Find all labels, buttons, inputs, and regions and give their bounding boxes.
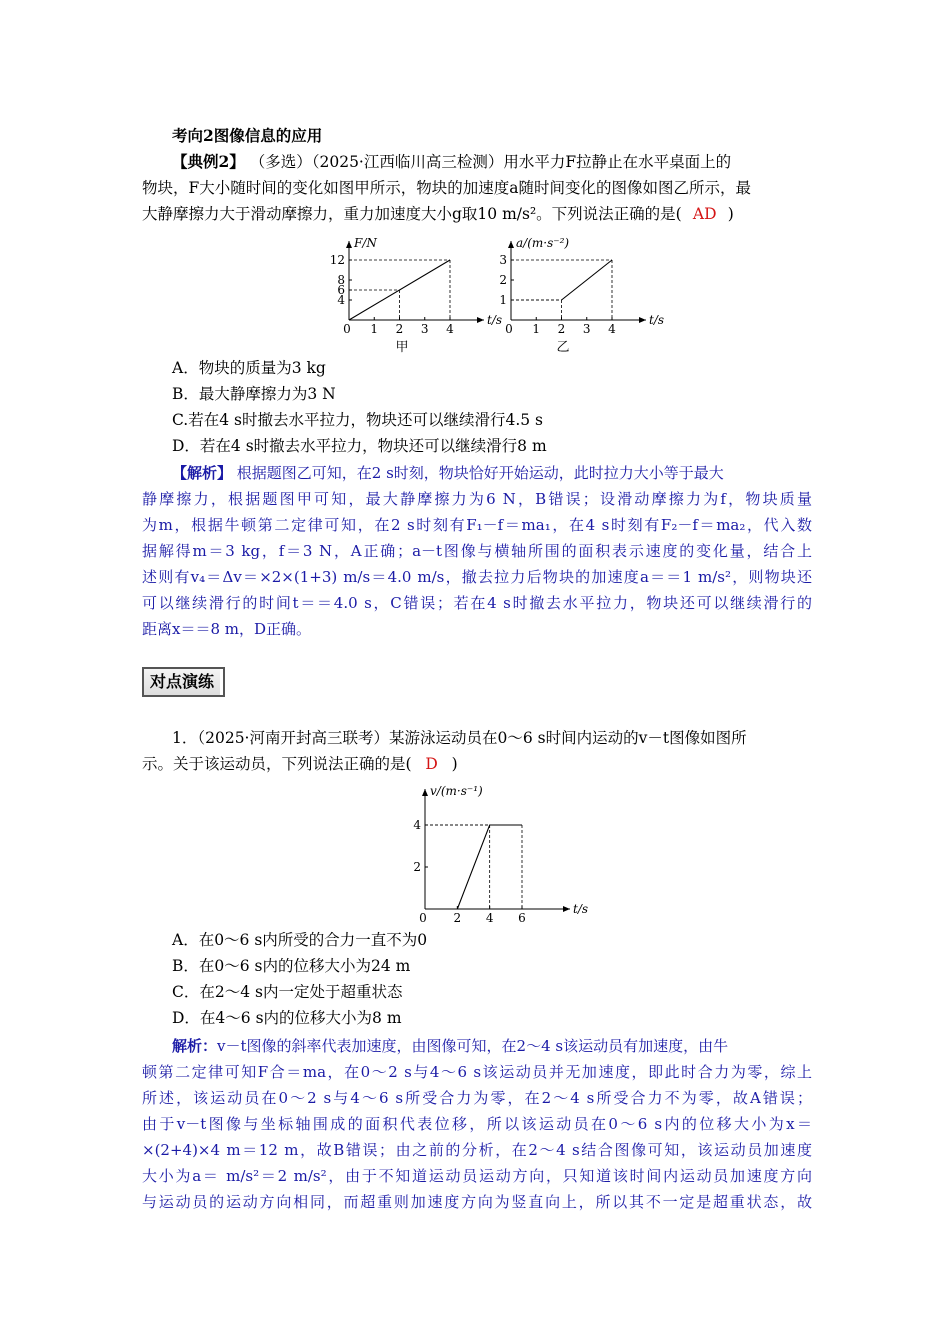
chart-1-x-arrow <box>639 317 646 323</box>
chart-2-ylabel: v/(m·s⁻¹) <box>430 784 483 798</box>
example-analysis-line-5: 述则有v₄＝Δv＝×2×(1+3) m/s＝4.0 m/s，撤去拉力后物块的加速度a＝＝1 m/s²，则物块还 <box>142 568 812 586</box>
chart-0-xtick-label: 2 <box>395 322 404 336</box>
chart-0-ylabel: F/N <box>354 236 377 250</box>
q1-analysis-line-1 <box>172 1035 812 1057</box>
chart-1-ytick-label: 1 <box>499 293 507 307</box>
example-text-3: 大静摩擦力大于滑动摩擦力，重力加速度大小g取10 m/s²。下列说法正确的是( <box>142 205 682 223</box>
chart-jia-plot <box>330 236 502 336</box>
chart-1-series-line <box>562 260 613 300</box>
chart-2-xtick-label: 2 <box>453 911 462 925</box>
chart-1-xtick-label: 2 <box>557 322 566 336</box>
chart-1-xtick-label: 3 <box>582 322 591 336</box>
chart-0-xtick-label: 4 <box>446 322 454 336</box>
q1-analysis-text-1: v－t图像的斜率代表加速度，由图像可知，在2～4 s该运动员有加速度，由牛 <box>217 1037 729 1055</box>
chart-0-ytick-label: 4 <box>337 293 345 307</box>
example-option-d: D．若在4 s时撤去水平拉力，物块还可以继续滑行8 m <box>172 437 547 455</box>
chart-2-ytick-label: 4 <box>413 818 421 832</box>
chart-jia <box>325 233 503 355</box>
section-title: 考向2图像信息的应用 <box>172 126 323 145</box>
chart-1-ylabel: a/(m·s⁻²) <box>516 236 570 250</box>
chart-0-ytick-label: 6 <box>337 283 345 297</box>
example-analysis-text-1: 根据题图乙可知，在2 s时刻，物块恰好开始运动，此时拉力大小等于最大 <box>236 464 724 482</box>
q1-answer: D <box>425 755 438 773</box>
example-analysis-line-7: 距离x＝＝8 m，D正确。 <box>142 620 312 638</box>
chart-2-y-arrow <box>422 789 428 796</box>
example-analysis-label: 【解析】 <box>172 464 233 482</box>
chart-vt-plot <box>413 784 588 925</box>
q1-option-b: B．在0～6 s内的位移大小为24 m <box>172 957 411 975</box>
chart-jia-caption: 甲 <box>395 340 409 355</box>
example-option-a: A．物块的质量为3 kg <box>172 359 326 377</box>
example-line-3 <box>142 203 812 225</box>
chart-2-ytick-label: 2 <box>413 860 421 874</box>
example-label: 【典例2】 <box>172 152 245 171</box>
q1-line-2 <box>142 753 812 775</box>
example-answer: AD <box>692 205 717 223</box>
chart-2-xlabel: t/s <box>573 902 589 916</box>
example-analysis-line-2: 静摩擦力，根据题图甲可知，最大静摩擦力为6 N，B错误；设滑动摩擦力为f，物块质量 <box>142 490 812 508</box>
q1-text-2: 示。关于该运动员，下列说法正确的是( <box>142 755 412 773</box>
practice-heading: 对点演练 <box>142 667 220 697</box>
example-analysis-line-3: 为m，根据牛顿第二定律可知，在2 s时刻有F₁－f＝ma₁，在4 s时刻有F₂－f＝ma₂，代入数 <box>142 516 812 534</box>
q1-option-c: C．在2～4 s内一定处于超重状态 <box>172 983 403 1001</box>
q1-analysis-line-3: 所述，该运动员在0～2 s与4～6 s所受合力为零，在2～4 s所受合力不为零，故A错误； <box>142 1089 812 1107</box>
q1-analysis-line-4: 由于v－t图像与坐标轴围成的面积代表位移，所以该运动员在0～6 s内的位移大小为x＝ <box>142 1115 812 1133</box>
chart-0-x-arrow <box>477 317 484 323</box>
example-analysis-line-1 <box>172 462 812 484</box>
chart-1-xtick-label: 1 <box>532 322 541 336</box>
chart-0-ytick-label: 8 <box>337 273 345 287</box>
chart-1-ytick-label: 2 <box>499 273 507 287</box>
q1-close-paren: ) <box>451 755 458 773</box>
example-close-paren: ) <box>727 205 734 223</box>
chart-2-xtick-label: 6 <box>518 911 526 925</box>
q1-option-a: A．在0～6 s内所受的合力一直不为0 <box>172 931 428 949</box>
example-option-b: B．最大静摩擦力为3 N <box>172 385 336 403</box>
chart-1-y-arrow <box>508 241 514 248</box>
q1-line-1: 1．（2025·河南开封高三联考）某游泳运动员在0～6 s时间内运动的v－t图像如图所 <box>172 729 747 747</box>
q1-analysis-label: 解析： <box>172 1037 218 1055</box>
chart-1-xlabel: t/s <box>649 313 665 327</box>
chart-0-ytick-label: 12 <box>329 253 345 267</box>
example-line-2: 物块，F大小随时间的变化如图甲所示，物块的加速度a随时间变化的图像如图乙所示，最 <box>142 179 751 197</box>
chart-yi-caption: 乙 <box>556 340 570 355</box>
q1-analysis-line-5: ×(2+4)×4 m＝12 m，故B错误；由之前的分析，在2～4 s结合图像可知，该运动员加速度 <box>142 1141 812 1159</box>
chart-yi <box>490 233 665 355</box>
chart-1-ytick-label: 3 <box>499 253 507 267</box>
chart-yi-plot <box>499 236 664 336</box>
chart-1-xtick-label: 4 <box>608 322 616 336</box>
chart-0-y-arrow <box>346 241 352 248</box>
chart-0-xtick-label: 3 <box>420 322 429 336</box>
example-line-1 <box>172 151 812 173</box>
q1-option-d: D．在4～6 s内的位移大小为8 m <box>172 1009 402 1027</box>
example-text-1: （多选）（2025·江西临川高三检测）用水平力F拉静止在水平桌面上的 <box>249 153 732 171</box>
chart-0-xtick-label: 0 <box>343 322 351 336</box>
q1-analysis-line-7: 与运动员的运动方向相同，而超重则加速度方向为竖直向上，所以其不一定是超重状态，故 <box>142 1193 812 1211</box>
chart-1-xtick-label: 0 <box>505 322 513 336</box>
q1-analysis-line-6: 大小为a＝ m/s²＝2 m/s²，由于不知道运动员运动方向，只知道该时间内运动员加速度方向 <box>142 1167 812 1185</box>
example-analysis-line-4: 据解得m＝3 kg，f＝3 N，A正确；a－t图像与横轴所围的面积表示速度的变化量，结合上 <box>142 542 812 560</box>
chart-0-xtick-label: 1 <box>370 322 379 336</box>
chart-vt <box>395 783 589 925</box>
example-option-c: C.若在4 s时撤去水平拉力，物块还可以继续滑行4.5 s <box>172 411 544 429</box>
chart-0-xlabel: t/s <box>487 313 503 327</box>
chart-2-xtick-label: 0 <box>419 911 427 925</box>
q1-analysis-line-2: 顿第二定律可知F合＝ma，在0～2 s与4～6 s该运动员并无加速度，即此时合力为零，综上 <box>142 1063 812 1081</box>
example-analysis-line-6: 可以继续滑行的时间t＝＝4.0 s，C错误；若在4 s时撤去水平拉力，物块还可以继续滑行的 <box>142 594 812 612</box>
chart-2-x-arrow <box>563 906 570 912</box>
chart-2-xtick-label: 4 <box>485 911 494 925</box>
